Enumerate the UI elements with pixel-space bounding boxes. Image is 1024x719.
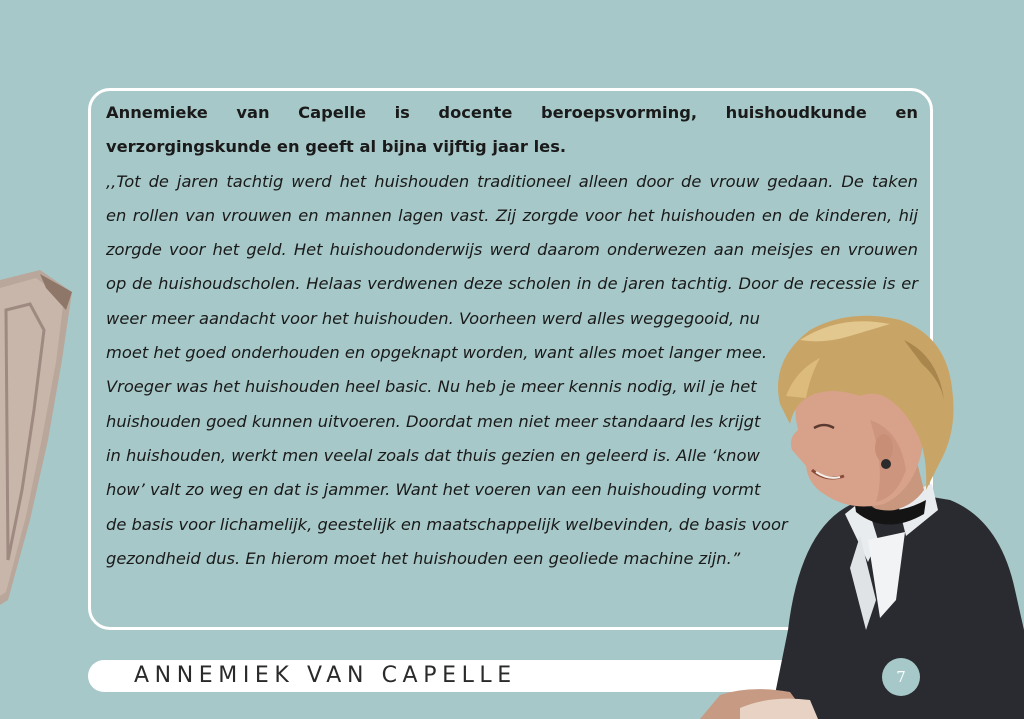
quote-line: weer meer aandacht voor het huishouden. Voorheen werd alles weggegooid, nu: [106, 308, 760, 328]
quote-line: de basis voor lichamelijk, geestelijk en maatschappelijk welbevinden, de basis voor: [106, 514, 788, 534]
intro-paragraph: Annemieke van Capelle is docente beroepsvorming, huishoudkunde en verzorgingskunde en geeft al bijna vijftig jaar les.: [106, 103, 918, 157]
left-photo-fragment: [0, 270, 74, 610]
quote-line: gezondheid dus. En hierom moet het huishouden een geoliede machine zijn.”: [106, 548, 741, 568]
quote-line: in huishouden, werkt men veelal zoals dat thuis gezien en geleerd is. Alle ‘know: [106, 445, 760, 465]
quote-line: ,,Tot de jaren tachtig werd het huishouden traditioneel alleen door de vrouw gedaan. De taken: [106, 171, 918, 191]
footer-name: ANNEMIEK VAN CAPELLE: [134, 663, 517, 688]
quote-line: moet het goed onderhouden en opgeknapt worden, want alles moet langer mee.: [106, 343, 768, 363]
quote-line: Vroeger was het huishouden heel basic. Nu heb je meer kennis nodig, wil je het: [106, 377, 757, 397]
quote-line: how’ valt zo weg en dat is jammer. Want het voeren van een huishouding vormt: [106, 480, 761, 500]
page-number: 7: [882, 658, 920, 696]
quote-line: op de huishoudscholen. Helaas verdwenen deze scholen in de jaren tachtig. Door de recessie is er: [106, 274, 918, 294]
quote-line: huishouden goed kunnen uitvoeren. Doordat men niet meer standaard les krijgt: [106, 411, 761, 431]
quote-line: en rollen van vrouwen en mannen lagen vast. Zij zorgde voor het huishouden en de kinderen, hij: [106, 205, 918, 225]
portrait-photo: [700, 300, 1024, 719]
quote-line: zorgde voor het geld. Het huishoudonderwijs werd daarom onderwezen aan meisjes en vrouwen: [106, 240, 918, 260]
